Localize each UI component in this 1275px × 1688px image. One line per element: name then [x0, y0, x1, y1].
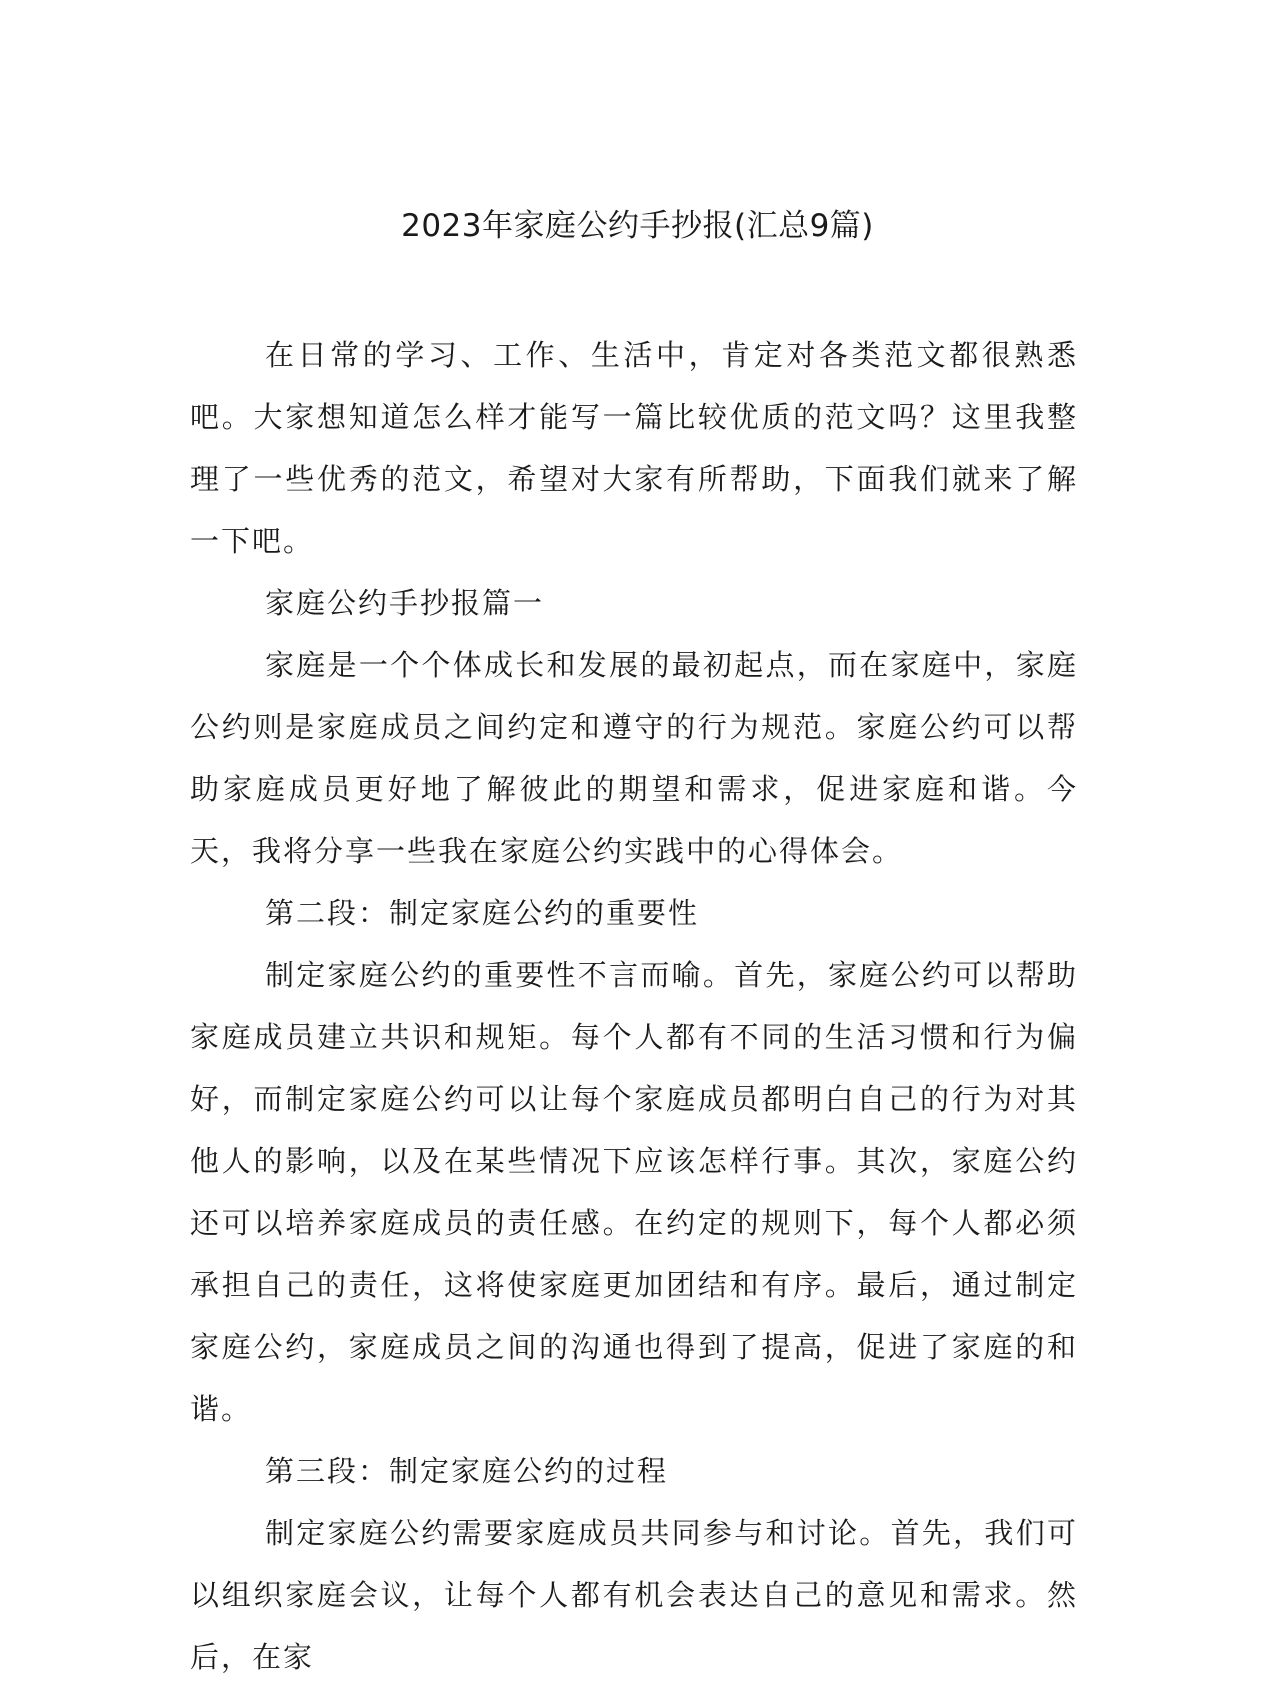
paragraph-process: 制定家庭公约需要家庭成员共同参与和讨论。首先，我们可以组织家庭会议，让每个人都有机会表达自己的意见和需求。然后，在家 — [190, 1516, 1078, 1674]
document-body — [190, 324, 1078, 1688]
document-title: 2023年家庭公约手抄报(汇总9篇) — [401, 208, 874, 244]
section-heading-importance: 第二段：制定家庭公约的重要性 — [265, 896, 700, 930]
section-heading-process: 第三段：制定家庭公约的过程 — [265, 1454, 669, 1488]
paragraph-importance: 制定家庭公约的重要性不言而喻。首先，家庭公约可以帮助家庭成员建立共识和规矩。每个人都有不同的生活习惯和行为偏好，而制定家庭公约可以让每个家庭成员都明白自己的行为对其他人的影响，以及在某些情况下应该怎样行事。其次，家庭公约还可以培养家庭成员的责任感。在约定的规则下，每个人都必须承担自己的责任，这将使家庭更加团结和有序。最后，通过制定家庭公约，家庭成员之间的沟通也得到了提高，促进了家庭的和谐。 — [190, 958, 1078, 1426]
section-heading-article-one: 家庭公约手抄报篇一 — [265, 586, 545, 620]
paragraph-family-starting-point: 家庭是一个个体成长和发展的最初起点，而在家庭中，家庭公约则是家庭成员之间约定和遵守的行为规范。家庭公约可以帮助家庭成员更好地了解彼此的期望和需求，促进家庭和谐。今天，我将分享一些我在家庭公约实践中的心得体会。 — [190, 648, 1078, 868]
intro-paragraph: 在日常的学习、工作、生活中，肯定对各类范文都很熟悉吧。大家想知道怎么样才能写一篇比较优质的范文吗？这里我整理了一些优秀的范文，希望对大家有所帮助，下面我们就来了解一下吧。 — [190, 338, 1078, 558]
